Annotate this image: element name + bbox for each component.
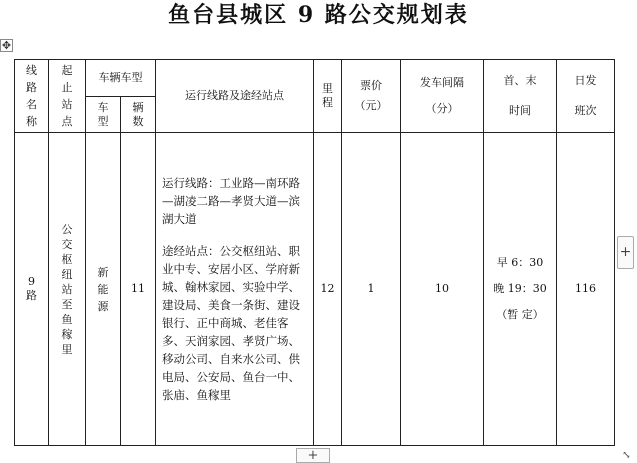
header-interval: 发车间隔（分）: [401, 60, 484, 133]
header-daily-trips: 日发 班次: [557, 60, 615, 133]
cell-vehicle-model: 新能源: [86, 133, 121, 446]
cell-daily-trips: 116: [557, 133, 615, 446]
table-row: [15, 133, 615, 446]
cell-start-end: 公交枢纽站至鱼稼里: [49, 133, 86, 446]
header-vehicle-type: 车辆车型: [86, 60, 156, 97]
cell-distance: 12: [314, 133, 342, 446]
route-line-text: 运行线路：工业路—南环路—湖凌二路—孝贤大道—滨湖大道: [162, 176, 300, 226]
cell-fare: 1: [342, 133, 401, 446]
cell-line-name: 9路: [15, 133, 49, 446]
header-first-last: 首、末 时间: [484, 60, 557, 133]
table-move-handle-icon[interactable]: ✥: [1, 39, 12, 52]
header-vehicle-model: 车型: [86, 97, 121, 133]
header-route-name: 线路名称: [15, 60, 49, 133]
cell-route-desc: [156, 133, 314, 446]
table-resize-icon[interactable]: ⤡: [622, 450, 631, 461]
route-stops-text: 途经站点：公交枢纽站、职业中专、安居小区、学府新城、翰林家园、实验中学、建设局、美食一条街、建设银行、正中商城、老佳客多、天润家园、孝贤广场、移动公司、自来水公司、供电局、公安局、鱼台一中、张庙、鱼稼里: [162, 244, 300, 402]
cell-vehicle-count: 11: [121, 133, 156, 446]
cell-first-last: 早 6：30 晚 19：30 （暂 定）: [484, 133, 557, 446]
header-distance: 里程: [314, 60, 342, 133]
add-row-plus-icon[interactable]: +: [296, 448, 330, 463]
page-title: 鱼台县城区 9 路公交规划表: [168, 2, 469, 28]
header-fare: 票价（元）: [342, 60, 401, 133]
add-column-plus-icon[interactable]: +: [617, 236, 634, 269]
header-start-end: 起止站点: [49, 60, 86, 133]
route-table: [14, 59, 615, 446]
header-vehicle-count: 辆数: [121, 97, 156, 133]
cell-interval: 10: [401, 133, 484, 446]
header-route-desc: 运行线路及途经站点: [156, 60, 314, 133]
